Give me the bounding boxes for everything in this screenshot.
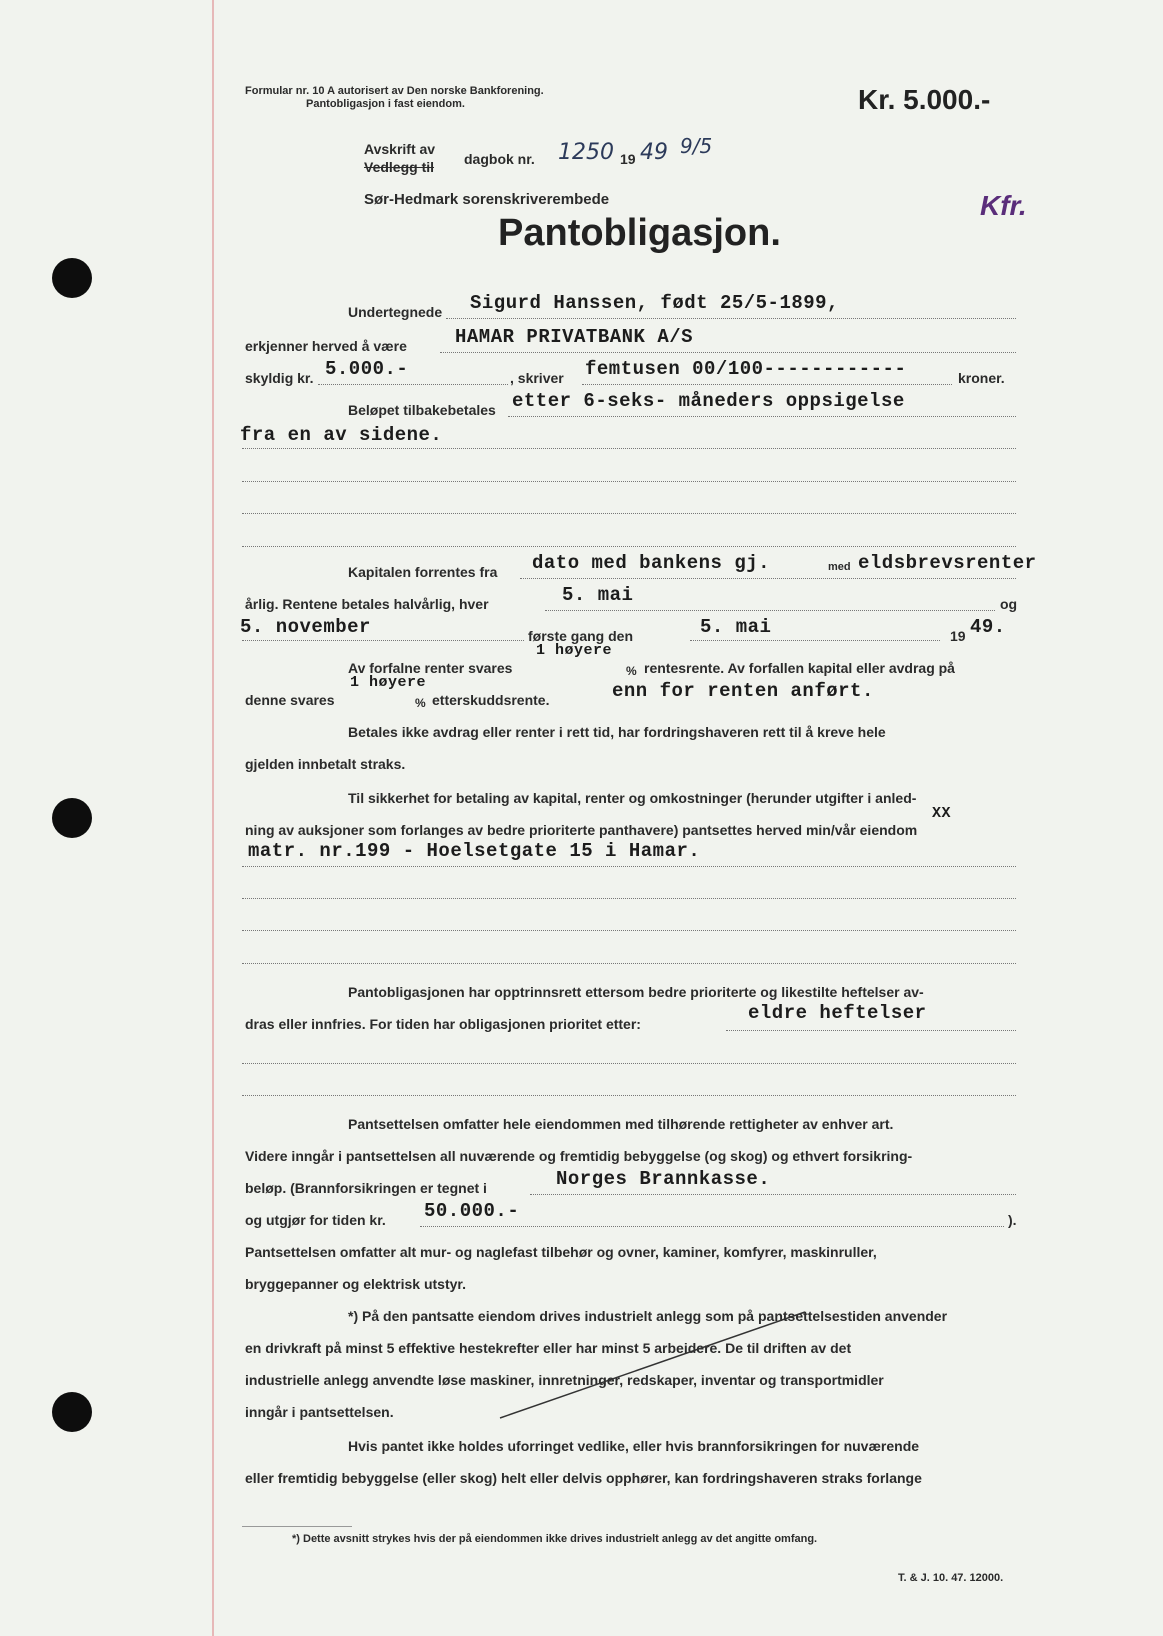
dagbok-date: 9/5 [680, 134, 713, 158]
kapitalen-value-cont: eldsbrevsrenter [858, 552, 1037, 574]
industri-line2: en drivkraft på minst 5 effektive hestekrefter eller har minst 5 arbeidere. De til driften av det [245, 1340, 852, 1356]
footnote-rule [242, 1526, 352, 1527]
hvis-line2: eller fremtidig bebyggelse (eller skog) helt eller delvis opphører, kan fordringshaveren straks forlange [245, 1470, 922, 1486]
dagbok-year-prefix: 19 [620, 151, 636, 167]
brannkasse-value: Norges Brannkasse. [556, 1168, 771, 1190]
erkjenner-value: HAMAR PRIVATBANK A/S [455, 326, 694, 348]
hvis-line1: Hvis pantet ikke holdes uforringet vedlike, eller hvis brannforsikringen for nuværende [348, 1438, 920, 1454]
prioritet-value: eldre heftelser [748, 1002, 927, 1024]
dotted-rule [242, 963, 1016, 964]
dotted-rule [242, 898, 1016, 899]
undertegnede-value: Sigurd Hanssen, født 25/5-1899, [470, 292, 839, 314]
betales-line2: gjelden innbetalt straks. [245, 756, 406, 772]
tilbehor-line1: Pantsettelsen omfatter alt mur- og naglefast tilbehør og ovner, kaminer, komfyrer, maskinruller, [245, 1244, 877, 1260]
dotted-rule [242, 448, 1016, 449]
page-title: Pantobligasjon. [498, 212, 781, 254]
skyldig-value: 5.000.- [325, 358, 409, 380]
punch-hole [52, 1392, 92, 1432]
kfr-stamp: Kfr. [980, 190, 1027, 221]
dotted-rule [520, 578, 1016, 579]
dagbok-number: 1250 [558, 140, 614, 165]
denne-value: 1 høyere [350, 674, 427, 691]
dotted-rule [420, 1226, 1004, 1227]
belopet-value: etter 6-seks- måneders oppsigelse [512, 390, 905, 412]
matr-value: matr. nr.199 - Hoelsetgate 15 i Hamar. [248, 840, 701, 862]
undertegnede-label: Undertegnede [348, 304, 443, 320]
dotted-rule [318, 384, 508, 385]
dotted-rule [508, 416, 1016, 417]
kapitalen-value: dato med bankens gj. [532, 552, 771, 574]
vedlegg-label: Vedlegg til [364, 159, 435, 175]
prioritet-line1: Pantobligasjonen har opptrinnsrett ettersom bedre prioriterte og likestilte heftelser av- [348, 984, 924, 1000]
etterskudd-value: enn for renten anført. [612, 680, 874, 702]
punch-hole [52, 258, 92, 298]
forste-label: første gang den [528, 628, 634, 644]
november-value: 5. november [240, 616, 371, 638]
dotted-rule [726, 1030, 1016, 1031]
footnote: *) Dette avsnitt strykes hvis der på eiendommen ikke drives industrielt anlegg av det angitte omfang. [292, 1533, 818, 1545]
percent-sign: % [415, 696, 426, 710]
punch-hole [52, 798, 92, 838]
dotted-rule [440, 352, 1016, 353]
og-label: og [1000, 596, 1018, 612]
erkjenner-label: erkjenner herved å være [245, 338, 407, 354]
forfalne-value: 1 høyere [536, 642, 613, 659]
industri-line3: industrielle anlegg anvendte løse maskiner, innretninger, redskaper, inventar og transportmidler [245, 1372, 884, 1388]
kapitalen-label: Kapitalen forrentes fra [348, 564, 498, 580]
dotted-rule [446, 318, 1016, 319]
dagbok-year: 49 [640, 140, 668, 165]
dotted-rule [242, 546, 1016, 547]
tilbehor-line2: bryggepanner og elektrisk utstyr. [245, 1276, 466, 1292]
form-note-line2: Pantobligasjon i fast eiendom. [306, 98, 465, 110]
skriver-value: femtusen 00/100------------ [585, 358, 907, 380]
kroner-label: kroner. [958, 370, 1005, 386]
sikkerhet-line1: Til sikkerhet for betaling av kapital, renter og omkostninger (herunder utgifter i anled- [348, 790, 917, 806]
omfatter-line1: Pantsettelsen omfatter hele eiendommen med tilhørende rettigheter av enhver art. [348, 1116, 894, 1132]
dagbok-label: dagbok nr. [464, 151, 535, 167]
strike-through-mark [480, 1300, 820, 1430]
dotted-rule [530, 1194, 1016, 1195]
percent-sign: % [626, 664, 637, 678]
utgjor-label: og utgjør for tiden kr. [245, 1212, 386, 1228]
dotted-rule [242, 481, 1016, 482]
betales-line1: Betales ikke avdrag eller renter i rett tid, har fordringshaveren rett til å kreve hele [348, 724, 886, 740]
forfalne-label: Av forfalne renter svares [348, 660, 513, 676]
denne-label: denne svares [245, 692, 335, 708]
year-prefix: 19 [950, 628, 966, 644]
dotted-rule [582, 384, 952, 385]
dotted-rule [242, 1063, 1016, 1064]
skriver-label: , skriver [510, 370, 564, 386]
belopet-label: Beløpet tilbakebetales [348, 402, 496, 418]
eiendom-mark: XX [932, 805, 952, 822]
office-stamp: Sør-Hedmark sorenskriverembede [364, 191, 610, 208]
avskrift-label: Avskrift av [364, 141, 436, 157]
omfatter-line3: beløp. (Brannforsikringen er tegnet i [245, 1180, 487, 1196]
dotted-rule [690, 640, 940, 641]
forste-value: 5. mai [700, 616, 772, 638]
sikkerhet-line2: ning av auksjoner som forlanges av bedre prioriterte panthavere) pantsettes herved min/vår eiendom [245, 822, 918, 838]
industri-line1: *) På den pantsatte eiendom drives industrielt anlegg som på pantsettelsestiden anvender [348, 1308, 948, 1324]
etterskudd-label: etterskuddsrente. [432, 692, 550, 708]
prioritet-line2: dras eller innfries. For tiden har obligasjonen prioritet etter: [245, 1016, 641, 1032]
form-note-line1: Formular nr. 10 A autorisert av Den norske Bankforening. [245, 85, 544, 97]
industri-line4: inngår i pantsettelsen. [245, 1404, 394, 1420]
dotted-rule [242, 930, 1016, 931]
close-paren: ). [1008, 1212, 1017, 1228]
belopet-value-line2: fra en av sidene. [240, 424, 443, 446]
dotted-rule [242, 1095, 1016, 1096]
rentesrente-label: rentesrente. Av forfallen kapital eller avdrag på [644, 660, 955, 676]
dotted-rule [242, 866, 1016, 867]
omfatter-line2: Videre inngår i pantsettelsen all nuværende og fremtidig bebyggelse (og skog) og ethvert forsikring- [245, 1148, 913, 1164]
printer-mark: T. & J. 10. 47. 12000. [898, 1572, 1004, 1584]
arlig-value: 5. mai [562, 584, 634, 606]
year-value: 49. [970, 616, 1006, 638]
dotted-rule [242, 513, 1016, 514]
dotted-rule [242, 640, 524, 641]
skyldig-label: skyldig kr. [245, 370, 314, 386]
utgjor-value: 50.000.- [424, 1200, 520, 1222]
amount-heading: Kr. 5.000.- [858, 84, 991, 115]
arlig-label: årlig. Rentene betales halvårlig, hver [245, 596, 489, 612]
kapitalen-value-small: med [828, 561, 851, 573]
dotted-rule [545, 610, 995, 611]
margin-line [212, 0, 214, 1636]
